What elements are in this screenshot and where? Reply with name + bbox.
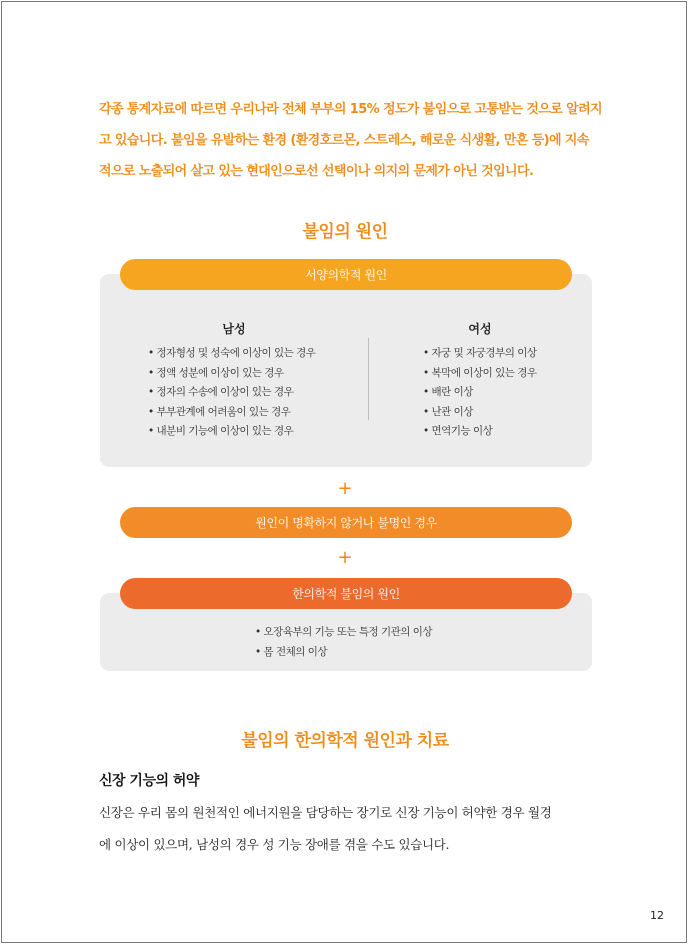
male-heading: 남성 [222, 322, 246, 336]
oriental-causes-list [255, 623, 432, 662]
list-item: • 내분비 기능에 이상이 있는 경우 [148, 422, 315, 442]
list-item: • 정자의 수송에 이상이 있는 경우 [148, 383, 315, 403]
plus-icon: + [337, 547, 353, 568]
column-divider [368, 338, 369, 420]
intro-line: 적으로 노출되어 살고 있는 현대인으로선 선택이나 의지의 문제가 아닌 것입니다. [99, 164, 534, 179]
western-causes-header: 서양의학적 원인 [120, 259, 572, 290]
plus-icon: + [337, 478, 353, 499]
treatment-section-title: 불임의 한의학적 원인과 치료 [241, 731, 449, 751]
female-causes-list [423, 344, 536, 442]
list-item: • 면역기능 이상 [423, 422, 536, 442]
list-item: • 자궁 및 자궁경부의 이상 [423, 344, 536, 364]
causes-section-title: 불임의 원인 [302, 222, 388, 242]
oriental-causes-header: 한의학적 불임의 원인 [120, 578, 572, 609]
list-item: • 복막에 이상이 있는 경우 [423, 364, 536, 384]
male-causes-list [148, 344, 315, 442]
list-item: • 난관 이상 [423, 403, 536, 423]
subsection-heading: 신장 기능의 허약 [99, 773, 199, 789]
intro-line: 고 있습니다. 불임을 유발하는 환경 (환경호르몬, 스트레스, 해로운 식생활, 만혼 등)에 지속 [99, 133, 589, 148]
list-item: • 오장육부의 기능 또는 특정 기관의 이상 [255, 623, 432, 643]
body-paragraph [99, 797, 609, 861]
unclear-causes-header: 원인이 명확하지 않거나 불명인 경우 [120, 507, 572, 538]
female-heading: 여성 [468, 322, 492, 336]
list-item: • 부부관계에 어려움이 있는 경우 [148, 403, 315, 423]
body-line: 신장은 우리 몸의 원천적인 에너지원을 담당하는 장기로 신장 기능이 허약한 경우 월경 [99, 805, 552, 820]
intro-line: 각종 통계자료에 따르면 우리나라 전체 부부의 15% 정도가 불임으로 고통받는 것으로 알려지 [99, 102, 602, 117]
document-page [1, 1, 687, 943]
intro-paragraph [99, 94, 604, 187]
list-item: • 정액 성분에 이상이 있는 경우 [148, 364, 315, 384]
page-number: 12 [650, 909, 664, 922]
body-line: 에 이상이 있으며, 남성의 경우 성 기능 장애를 겪을 수도 있습니다. [99, 837, 450, 852]
list-item: • 몸 전체의 이상 [255, 643, 432, 663]
list-item: • 배란 이상 [423, 383, 536, 403]
list-item: • 정자형성 및 성숙에 이상이 있는 경우 [148, 344, 315, 364]
